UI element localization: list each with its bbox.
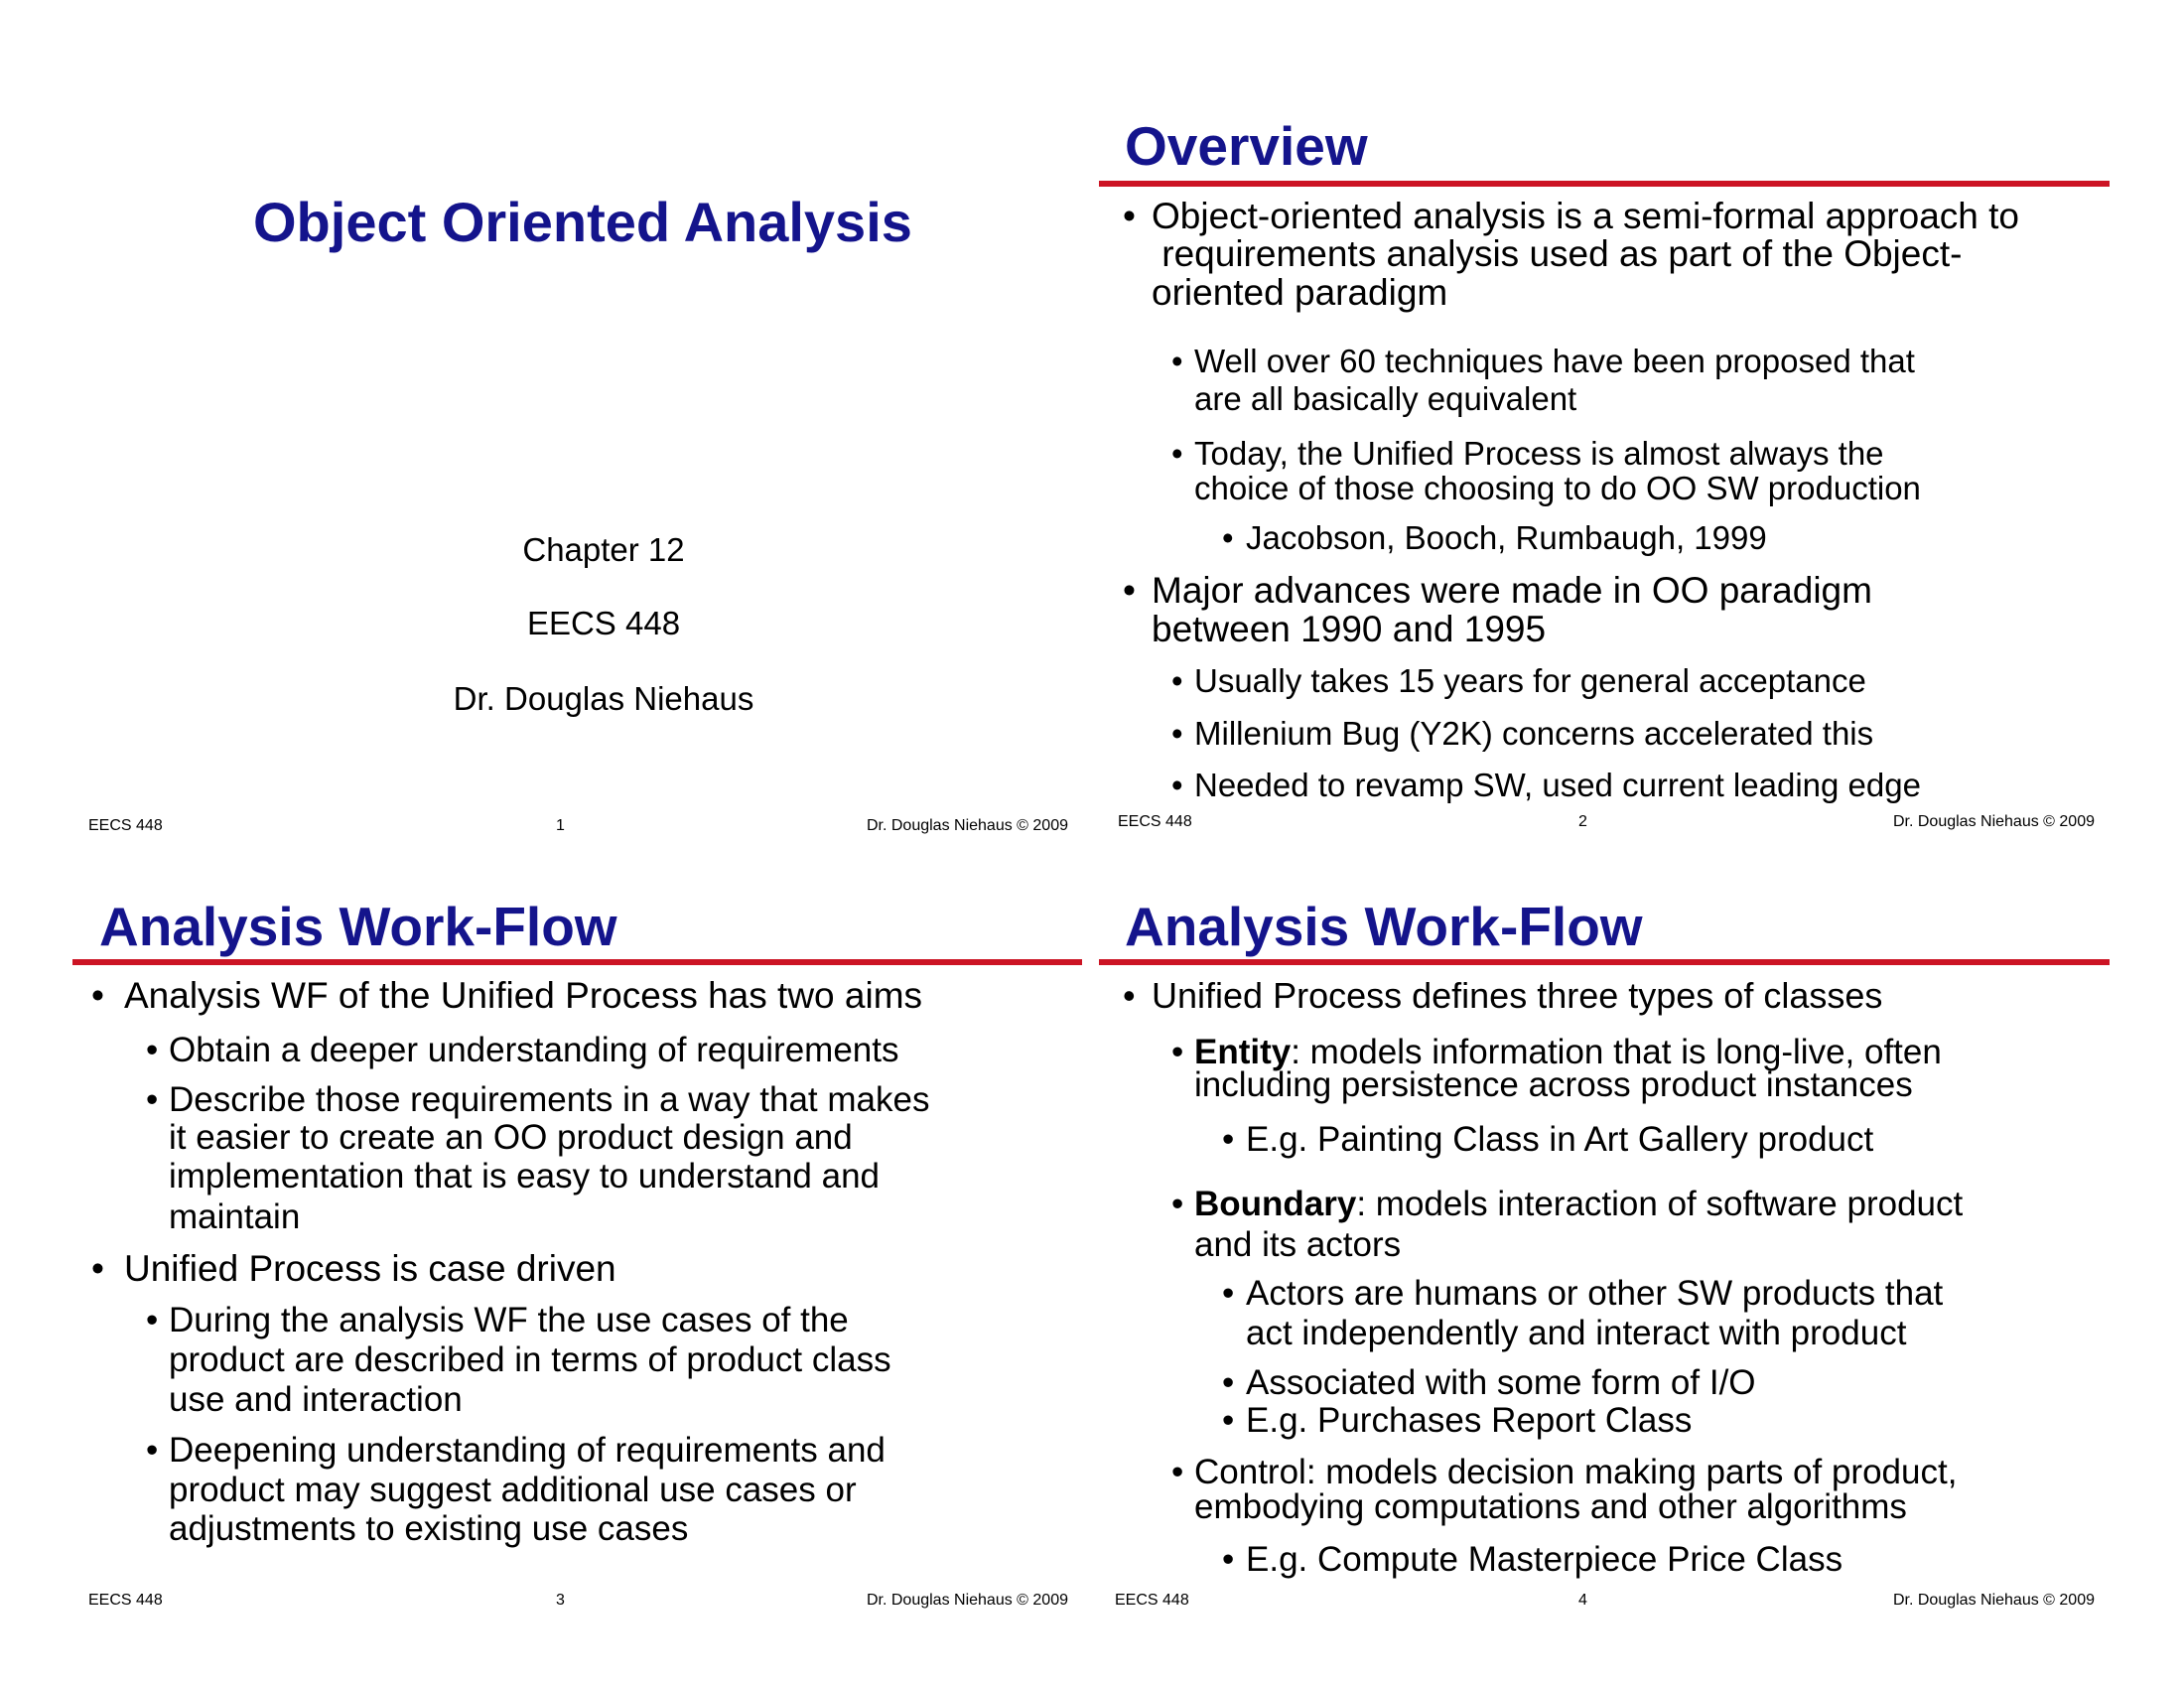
bullet-text: Deepening understanding of requirements and (169, 1431, 886, 1470)
bullet-text: maintain (169, 1197, 301, 1236)
bullet-text: Associated with some form of I/O (1246, 1363, 1756, 1402)
bullet-icon: • (1171, 715, 1183, 752)
bullet-icon: • (1171, 662, 1183, 699)
bullet-text (1194, 1035, 1942, 1069)
bullet-icon: • (91, 975, 104, 1016)
bullet-text: requirements analysis used as part of the Object- (1152, 233, 1963, 274)
bullet-text: Analysis WF of the Unified Process has two aims (124, 975, 923, 1016)
title-divider (1099, 959, 2110, 965)
footer-course: EECS 448 (1118, 813, 1192, 830)
bullet-text: oriented paradigm (1152, 272, 1448, 313)
bullet-icon: • (1123, 975, 1136, 1016)
term-entity: Entity (1194, 1033, 1292, 1071)
bullet-icon: • (1123, 196, 1136, 236)
bullet-text: between 1990 and 1995 (1152, 609, 1547, 649)
bullet-text: Needed to revamp SW, used current leading edge (1194, 767, 1921, 803)
footer-copyright: Dr. Douglas Niehaus © 2009 (866, 1592, 1068, 1609)
bullet-text: adjustments to existing use cases (169, 1509, 689, 1548)
bullet-icon: • (1222, 1363, 1235, 1402)
subtitle-chapter: Chapter 12 (522, 531, 685, 568)
bullet-icon: • (1222, 519, 1234, 556)
footer-copyright: Dr. Douglas Niehaus © 2009 (1892, 813, 2095, 830)
footer-copyright: Dr. Douglas Niehaus © 2009 (1892, 1592, 2095, 1609)
footer-page-number: 1 (556, 817, 565, 834)
slide-title: Overview (1125, 115, 1368, 177)
bullet-icon: • (1222, 1274, 1235, 1313)
bullet-text: E.g. Purchases Report Class (1246, 1401, 1693, 1440)
footer-page-number: 4 (1578, 1592, 1587, 1609)
bullet-icon: • (1171, 1033, 1184, 1071)
bullet-text: choice of those choosing to do OO SW production (1194, 470, 1921, 506)
term-definition: : models interaction of software product (1356, 1185, 1964, 1223)
bullet-text: Control: models decision making parts of product, (1194, 1453, 1958, 1491)
bullet-text: Today, the Unified Process is almost always the (1194, 435, 1884, 472)
bullet-text: E.g. Compute Masterpiece Price Class (1246, 1540, 1843, 1579)
subtitle-course: EECS 448 (526, 605, 681, 641)
bullet-text: implementation that is easy to understand and (169, 1157, 880, 1196)
bullet-icon: • (146, 1031, 159, 1069)
footer-course: EECS 448 (1115, 1592, 1189, 1609)
bullet-icon: • (146, 1431, 159, 1470)
footer-course: EECS 448 (88, 817, 163, 834)
footer-page-number: 3 (556, 1592, 565, 1609)
footer-page-number: 2 (1578, 813, 1587, 830)
bullet-icon: • (1171, 343, 1183, 379)
bullet-text: Describe those requirements in a way that makes (169, 1080, 930, 1119)
bullet-text: Unified Process is case driven (124, 1248, 616, 1289)
term-boundary: Boundary (1194, 1185, 1357, 1223)
bullet-text: use and interaction (169, 1380, 463, 1419)
bullet-icon: • (146, 1080, 159, 1119)
bullet-text: product may suggest additional use cases or (169, 1471, 857, 1509)
title-divider (1099, 181, 2110, 187)
bullet-text: During the analysis WF the use cases of the (169, 1301, 849, 1339)
bullet-icon: • (1123, 570, 1136, 611)
slide-title: Object Oriented Analysis (253, 191, 912, 253)
subtitle-author: Dr. Douglas Niehaus (453, 680, 754, 717)
bullet-text: embodying computations and other algorithms (1194, 1487, 1907, 1526)
bullet-text: and its actors (1194, 1225, 1402, 1264)
bullet-icon: • (146, 1301, 159, 1339)
bullet-text: Object-oriented analysis is a semi-formal approach to (1152, 196, 2019, 236)
bullet-icon: • (1171, 435, 1183, 472)
bullet-text: Well over 60 techniques have been proposed that (1194, 343, 1915, 379)
footer-course: EECS 448 (88, 1592, 163, 1609)
bullet-icon: • (91, 1248, 104, 1289)
bullet-text: Actors are humans or other SW products that (1246, 1274, 1944, 1313)
bullet-text: Jacobson, Booch, Rumbaugh, 1999 (1246, 519, 1767, 556)
slide-title: Analysis Work-Flow (99, 896, 617, 957)
bullet-icon: • (1222, 1120, 1235, 1159)
bullet-text: act independently and interact with product (1246, 1314, 1907, 1352)
bullet-text: E.g. Painting Class in Art Gallery product (1246, 1120, 1874, 1159)
footer-copyright: Dr. Douglas Niehaus © 2009 (866, 817, 1068, 834)
slide-title: Analysis Work-Flow (1125, 896, 1643, 957)
bullet-text: it easier to create an OO product design and (169, 1118, 853, 1157)
bullet-text: Obtain a deeper understanding of requirements (169, 1031, 899, 1069)
bullet-text: Usually takes 15 years for general acceptance (1194, 662, 1866, 699)
bullet-text: product are described in terms of product class (169, 1340, 891, 1379)
bullet-text: Major advances were made in OO paradigm (1152, 570, 1872, 611)
bullet-icon: • (1222, 1540, 1235, 1579)
bullet-icon: • (1171, 767, 1183, 803)
bullet-text: including persistence across product instances (1194, 1065, 1913, 1104)
bullet-icon: • (1171, 1453, 1184, 1491)
bullet-icon: • (1222, 1401, 1235, 1440)
bullet-text: Unified Process defines three types of classes (1152, 975, 1883, 1016)
bullet-text: Millenium Bug (Y2K) concerns accelerated this (1194, 715, 1874, 752)
bullet-text: are all basically equivalent (1194, 380, 1577, 417)
term-definition: : models information that is long-live, often (1291, 1033, 1942, 1071)
bullet-icon: • (1171, 1185, 1184, 1223)
title-divider (72, 959, 1082, 965)
bullet-text (1194, 1187, 1963, 1221)
